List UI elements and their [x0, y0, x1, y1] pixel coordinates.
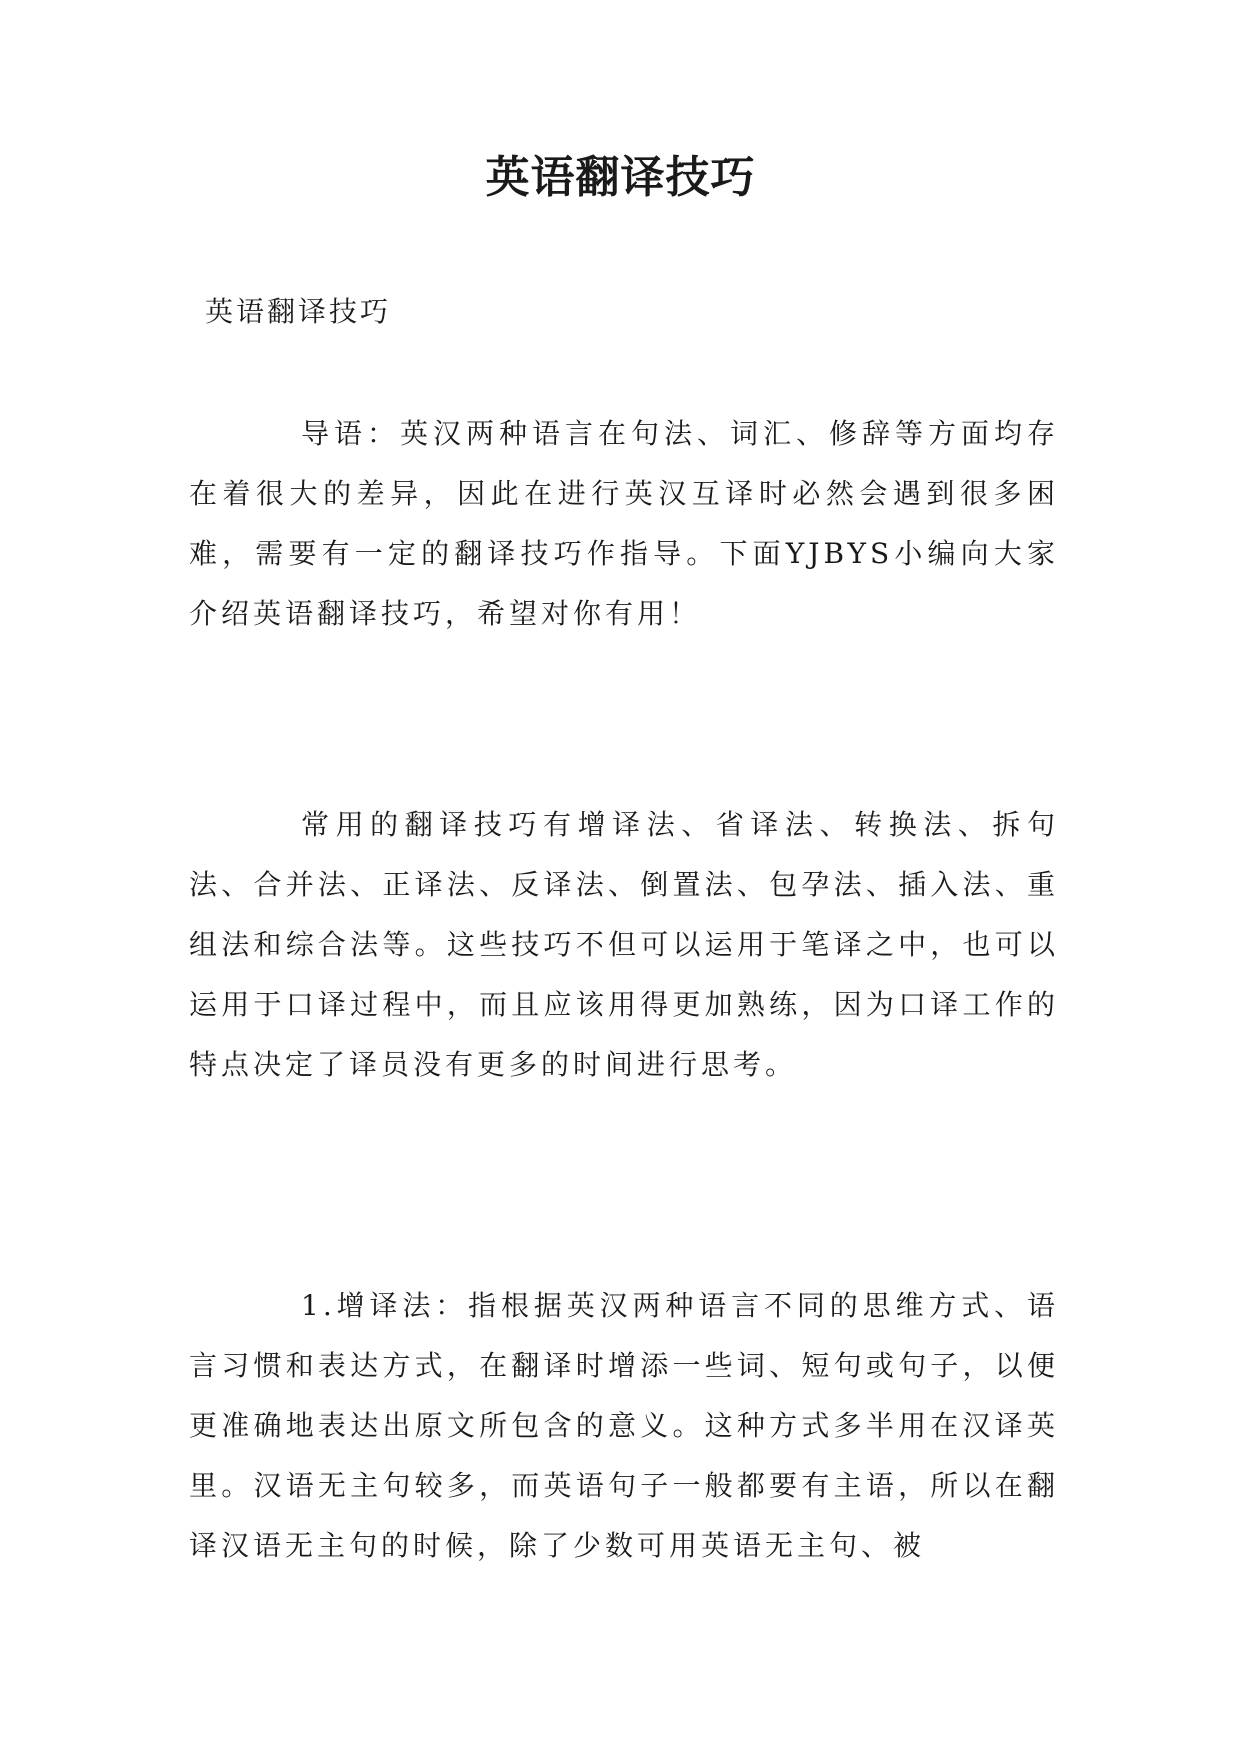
paragraph-common-techniques: 常用的翻译技巧有增译法、省译法、转换法、拆句法、合并法、正译法、反译法、倒置法、包孕法、插入法、重组法和综合法等。这些技巧不但可以运用于笔译之中，也可以运用于口译过程中，而且应该用得更加熟练，因为口译工作的特点决定了译员没有更多的时间进行思考。: [189, 808, 1059, 1081]
document-subtitle: 英语翻译技巧: [205, 295, 392, 328]
paragraph-introduction: 导语：英汉两种语言在句法、词汇、修辞等方面均存在着很大的差异，因此在进行英汉互译时必然会遇到很多困难，需要有一定的翻译技巧作指导。下面YJBYS小编向大家介绍英语翻译技巧，希望对你有用！: [189, 417, 1059, 630]
paragraph-addition-method: 1.增译法：指根据英汉两种语言不同的思维方式、语言习惯和表达方式，在翻译时增添一些词、短句或句子，以便更准确地表达出原文所包含的意义。这种方式多半用在汉译英里。汉语无主句较多，而英语句子一般都要有主语，所以在翻译汉语无主句的时候，除了少数可用英语无主句、被: [189, 1289, 1059, 1562]
document-title: 英语翻译技巧: [485, 152, 756, 203]
